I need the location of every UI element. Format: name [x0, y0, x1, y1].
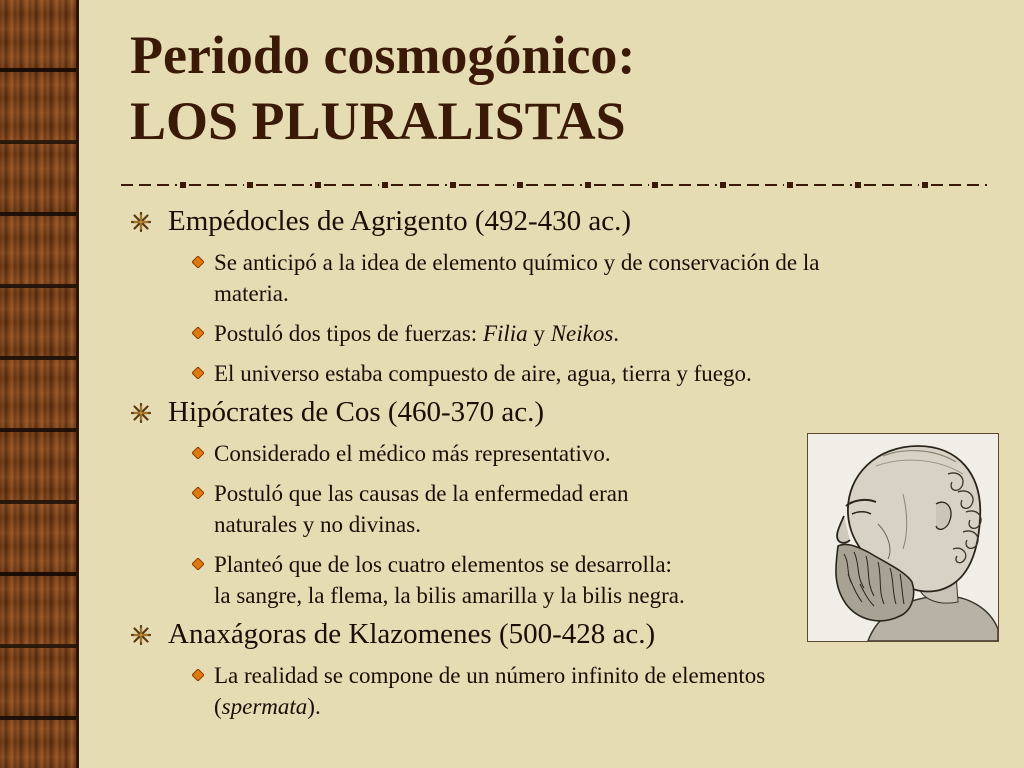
- list-item-text: .: [613, 321, 620, 346]
- title-line-2: LOS PLURALISTAS: [130, 91, 626, 151]
- list-item-text: naturales y no divinas.: [214, 512, 421, 537]
- section-heading-hipocrates: [130, 395, 990, 429]
- section-heading-text: Empédocles de Agrigento (492-430 ac.): [168, 205, 632, 237]
- list-item-text: Postuló que las causas de la enfermedad eran: [214, 481, 629, 506]
- hippocrates-portrait-image: [807, 433, 999, 642]
- list-item-text: Planteó que de los cuatro elementos se desarrolla:: [214, 552, 672, 577]
- list-item-text: Considerado el médico más representativo.: [214, 441, 611, 466]
- title-line-1: Periodo cosmogónico:: [130, 25, 636, 85]
- list-item-emphasis: spermata: [221, 694, 308, 719]
- star-bullet-icon: [130, 402, 152, 424]
- diamond-bullet-icon: [192, 327, 204, 339]
- diamond-bullet-icon: [192, 669, 204, 681]
- list-item: [130, 318, 990, 349]
- diamond-bullet-icon: [192, 487, 204, 499]
- hippocrates-bust-portrait: [808, 434, 998, 641]
- list-item-emphasis: Neikos: [550, 321, 614, 346]
- list-item-text: ).: [307, 694, 321, 719]
- list-item-text: [214, 691, 990, 722]
- wood-border-decoration: [0, 0, 79, 768]
- list-item: [130, 660, 990, 722]
- star-bullet-icon: [130, 211, 152, 233]
- list-item-text: (: [214, 694, 222, 719]
- list-item-text: Postuló dos tipos de fuerzas:: [214, 321, 483, 346]
- star-bullet-icon: [130, 624, 152, 646]
- list-item-text: la sangre, la flema, la bilis amarilla y la bilis negra.: [214, 583, 685, 608]
- list-item-text: materia.: [214, 281, 289, 306]
- diamond-bullet-icon: [192, 367, 204, 379]
- list-item-text: y: [527, 321, 551, 346]
- list-item-text: El universo estaba compuesto de aire, agua, tierra y fuego.: [214, 361, 752, 386]
- section-heading-text: Anaxágoras de Klazomenes (500-428 ac.): [168, 618, 656, 650]
- diamond-bullet-icon: [192, 558, 204, 570]
- section-heading-text: Hipócrates de Cos (460-370 ac.): [168, 396, 545, 428]
- diamond-bullet-icon: [192, 256, 204, 268]
- section-heading-empedocles: [130, 204, 990, 238]
- list-item: [130, 247, 990, 309]
- slide-title: [130, 22, 635, 154]
- title-divider: [118, 178, 990, 192]
- list-item-emphasis: Filia: [482, 321, 528, 346]
- list-item-text: Se anticipó a la idea de elemento químico y de conservación de la: [214, 250, 820, 275]
- diamond-bullet-icon: [192, 447, 204, 459]
- list-item: [130, 358, 990, 389]
- list-item-text: La realidad se compone de un número infinito de elementos: [214, 663, 766, 688]
